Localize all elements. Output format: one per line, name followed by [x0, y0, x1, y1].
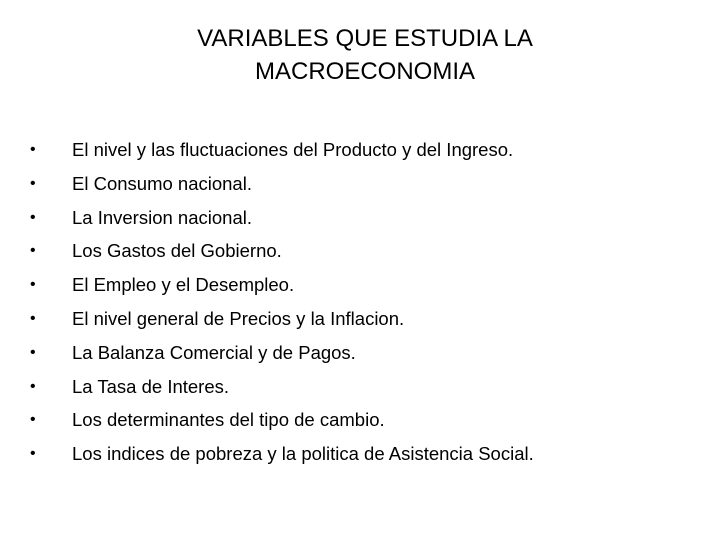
- bullet-text: La Inversion nacional.: [72, 206, 252, 228]
- bullet-item: [30, 441, 720, 475]
- bullet-text: El nivel general de Precios y la Inflacion.: [72, 307, 405, 329]
- bullet-text: Los indices de pobreza y la politica de Asistencia Social.: [72, 443, 534, 465]
- bullet-icon: •: [30, 411, 36, 429]
- bullet-text: Los determinantes del tipo de cambio.: [72, 409, 385, 431]
- bullet-item: [30, 205, 720, 239]
- slide-title: [110, 22, 620, 88]
- bullet-text: La Balanza Comercial y de Pagos.: [72, 341, 356, 363]
- bullet-item: [30, 374, 720, 408]
- bullet-item: [30, 238, 720, 272]
- bullet-text: El nivel y las fluctuaciones del Producto y del Ingreso.: [72, 139, 514, 160]
- bullet-item: [30, 306, 720, 340]
- bullet-icon: •: [30, 343, 36, 361]
- bullet-icon: •: [30, 445, 36, 463]
- bullet-item: [30, 171, 720, 205]
- bullet-icon: •: [30, 208, 36, 226]
- bullet-list: [30, 137, 720, 475]
- bullet-icon: •: [30, 242, 36, 260]
- bullet-item: [30, 272, 720, 306]
- bullet-item: [30, 407, 720, 441]
- bullet-icon: •: [30, 141, 36, 158]
- bullet-text: El Empleo y el Desempleo.: [72, 274, 295, 296]
- bullet-icon: •: [30, 174, 36, 192]
- title-line-2: MACROECONOMIA: [254, 58, 475, 85]
- bullet-icon: •: [30, 276, 36, 294]
- title-line-1: VARIABLES QUE ESTUDIA LA: [197, 25, 533, 52]
- bullet-icon: •: [30, 377, 36, 395]
- bullet-text: El Consumo nacional.: [72, 172, 252, 194]
- bullet-icon: •: [30, 309, 36, 327]
- bullet-item: [30, 340, 720, 374]
- bullet-item: [30, 137, 720, 171]
- bullet-text: Los Gastos del Gobierno.: [72, 240, 282, 262]
- bullet-text: La Tasa de Interes.: [72, 375, 230, 397]
